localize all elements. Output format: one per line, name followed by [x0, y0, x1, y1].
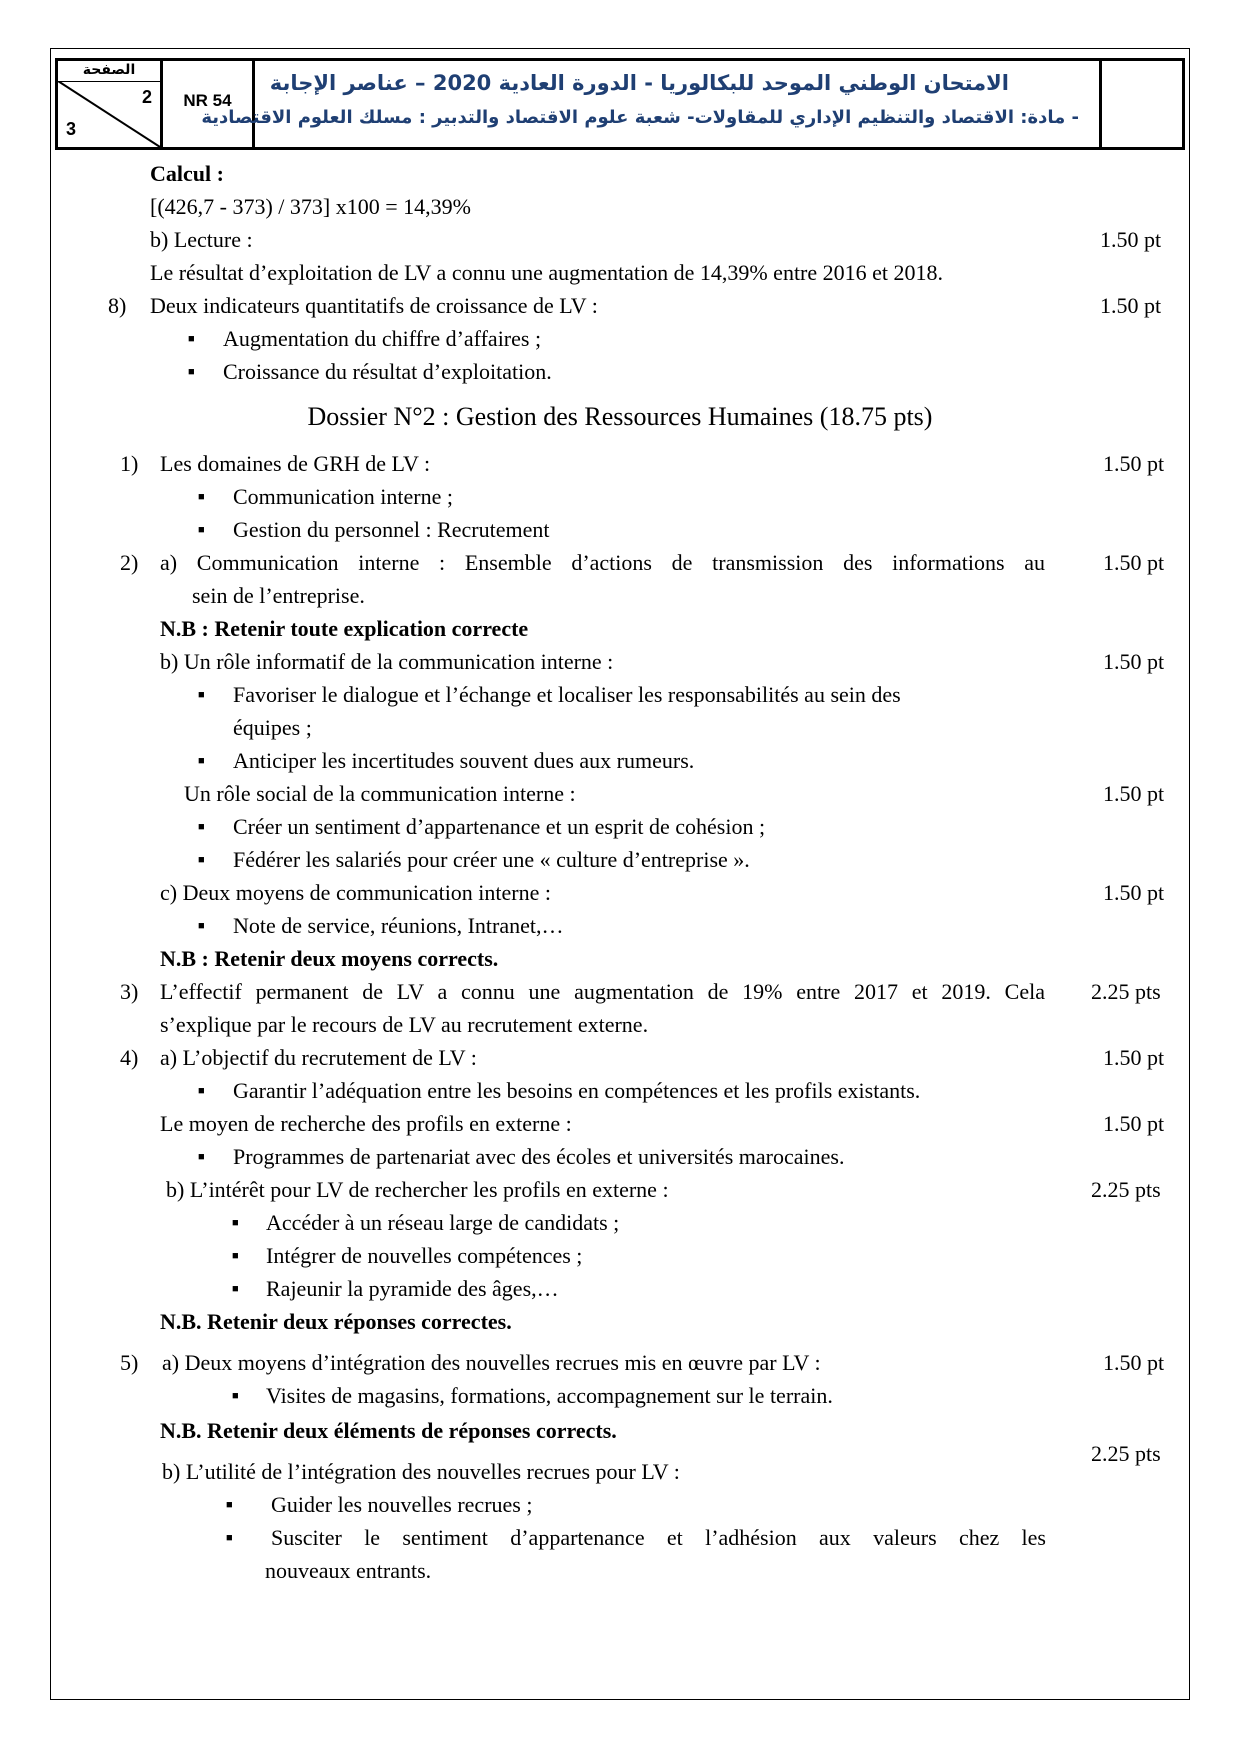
dossier-heading: Dossier N°2 : Gestion des Ressources Humaines (18.75 pts)	[307, 402, 933, 431]
q5-number: 5)	[120, 1350, 139, 1375]
q4-number: 4)	[120, 1045, 139, 1070]
q2b-points: 1.50 pt	[1103, 649, 1165, 674]
q5b-text: b) L’utilité de l’intégration des nouvelles recrues pour LV :	[162, 1459, 680, 1484]
list-item-cont: équipes ;	[233, 715, 312, 740]
list-item: Rajeunir la pyramide des âges,…	[266, 1276, 559, 1301]
bullet-icon: ■	[198, 491, 205, 503]
q4a-moyen-points: 1.50 pt	[1103, 1111, 1165, 1136]
bullet-icon: ■	[198, 755, 205, 767]
q2-number: 2)	[120, 550, 139, 575]
list-item: Croissance du résultat d’exploitation.	[223, 359, 552, 384]
q5b-points: 2.25 pts	[1091, 1441, 1161, 1466]
q2c-points: 1.50 pt	[1103, 880, 1165, 905]
q1-number: 1)	[120, 451, 139, 476]
bullet-icon: ■	[198, 821, 205, 833]
q2a-text-cont: sein de l’entreprise.	[192, 583, 365, 608]
list-item: Communication interne ;	[233, 484, 453, 509]
q3-points: 2.25 pts	[1091, 979, 1161, 1004]
list-item-cont: nouveaux entrants.	[265, 1558, 432, 1583]
q7b-points: 1.50 pt	[1100, 227, 1162, 252]
list-item: Susciter le sentiment d’appartenance et l’adhésion aux valeurs chez les	[271, 1525, 1046, 1550]
bullet-icon: ■	[232, 1390, 239, 1402]
q8-number: 8)	[108, 293, 127, 318]
q5a-points: 1.50 pt	[1103, 1350, 1165, 1375]
bullet-icon: ■	[232, 1283, 239, 1295]
q2a-text: a) Communication interne : Ensemble d’actions de transmission des informations au	[160, 550, 1045, 575]
list-item: Augmentation du chiffre d’affaires ;	[223, 326, 542, 351]
list-item: Guider les nouvelles recrues ;	[271, 1492, 533, 1517]
q3-text: L’effectif permanent de LV a connu une augmentation de 19% entre 2017 et 2019. Cela	[160, 979, 1045, 1004]
q7b-text: Le résultat d’exploitation de LV a connu une augmentation de 14,39% entre 2016 et 2018.	[150, 260, 944, 285]
bullet-icon: ■	[198, 854, 205, 866]
q4a-points: 1.50 pt	[1103, 1045, 1165, 1070]
page-indicator	[58, 61, 163, 147]
bullet-icon: ■	[198, 1085, 205, 1097]
q4b-text: b) L’intérêt pour LV de rechercher les profils en externe :	[166, 1177, 669, 1202]
list-item: Anticiper les incertitudes souvent dues aux rumeurs.	[233, 748, 695, 773]
q2b-text: b) Un rôle informatif de la communication interne :	[160, 649, 614, 674]
calcul-label: Calcul :	[150, 161, 224, 186]
q1-text: Les domaines de GRH de LV :	[160, 451, 431, 476]
empty-cell	[1102, 61, 1182, 147]
q8-points: 1.50 pt	[1100, 293, 1162, 318]
list-item: Favoriser le dialogue et l’échange et localiser les responsabilités au sein des	[233, 682, 901, 707]
bullet-icon: ■	[198, 920, 205, 932]
nb-note: N.B. Retenir deux réponses correctes.	[160, 1309, 512, 1334]
bullet-icon: ■	[226, 1532, 233, 1544]
nb-note: N.B. Retenir deux éléments de réponses corrects.	[160, 1418, 617, 1443]
bullet-icon: ■	[198, 689, 205, 701]
list-item: Accéder à un réseau large de candidats ;	[266, 1210, 620, 1235]
exam-header	[55, 58, 1185, 150]
bullet-icon: ■	[188, 333, 195, 345]
q2b-social-text: Un rôle social de la communication interne :	[184, 781, 576, 806]
q3-text-cont: s’explique par le recours de LV au recrutement externe.	[160, 1012, 649, 1037]
bullet-icon: ■	[232, 1217, 239, 1229]
q8-text: Deux indicateurs quantitatifs de croissance de LV :	[150, 293, 598, 318]
exam-subtitle: - مادة: الاقتصاد والتنظيم الإداري للمقاولات- شعبة علوم الاقتصاد والتدبير : مسلك العلوم الاقتصادية	[201, 107, 1079, 128]
bullet-icon: ■	[232, 1250, 239, 1262]
exam-code-cell	[163, 61, 255, 147]
q5a-text: a) Deux moyens d’intégration des nouvelles recrues mis en œuvre par LV :	[162, 1350, 821, 1375]
exam-title: الامتحان الوطني الموحد للبكالوريا - الدورة العادية 2020 – عناصر الإجابة	[269, 71, 1009, 95]
bullet-icon: ■	[198, 1151, 205, 1163]
q2c-text: c) Deux moyens de communication interne :	[160, 880, 551, 905]
page-total: 3	[66, 119, 77, 139]
list-item: Gestion du personnel : Recrutement	[233, 517, 550, 542]
list-item: Créer un sentiment d’appartenance et un esprit de cohésion ;	[233, 814, 766, 839]
list-item: Note de service, réunions, Intranet,…	[233, 913, 564, 938]
q2a-points: 1.50 pt	[1103, 550, 1165, 575]
bullet-icon: ■	[226, 1499, 233, 1511]
bullet-icon: ■	[188, 366, 195, 378]
calcul-formula: [(426,7 - 373) / 373] x100 = 14,39%	[150, 194, 471, 219]
nb-note: N.B : Retenir toute explication correcte	[160, 616, 529, 641]
page-number: 2	[141, 87, 152, 107]
list-item: Fédérer les salariés pour créer une « culture d’entreprise ».	[233, 847, 750, 872]
list-item: Garantir l’adéquation entre les besoins en compétences et les profils existants.	[233, 1078, 921, 1103]
q2b-social-points: 1.50 pt	[1103, 781, 1165, 806]
exam-code: NR 54	[183, 91, 232, 110]
list-item: Visites de magasins, formations, accompagnement sur le terrain.	[266, 1383, 833, 1408]
list-item: Intégrer de nouvelles compétences ;	[266, 1243, 583, 1268]
q4a-moyen-text: Le moyen de recherche des profils en externe :	[160, 1111, 572, 1136]
page-label: الصفحة	[58, 61, 160, 82]
q7b-label: b) Lecture :	[150, 227, 253, 252]
list-item: Programmes de partenariat avec des écoles et universités marocaines.	[233, 1144, 845, 1169]
nb-note: N.B : Retenir deux moyens corrects.	[160, 946, 499, 971]
q3-number: 3)	[120, 979, 139, 1004]
q4b-points: 2.25 pts	[1091, 1177, 1161, 1202]
q4a-text: a) L’objectif du recrutement de LV :	[160, 1045, 477, 1070]
bullet-icon: ■	[198, 524, 205, 536]
q1-points: 1.50 pt	[1103, 451, 1165, 476]
